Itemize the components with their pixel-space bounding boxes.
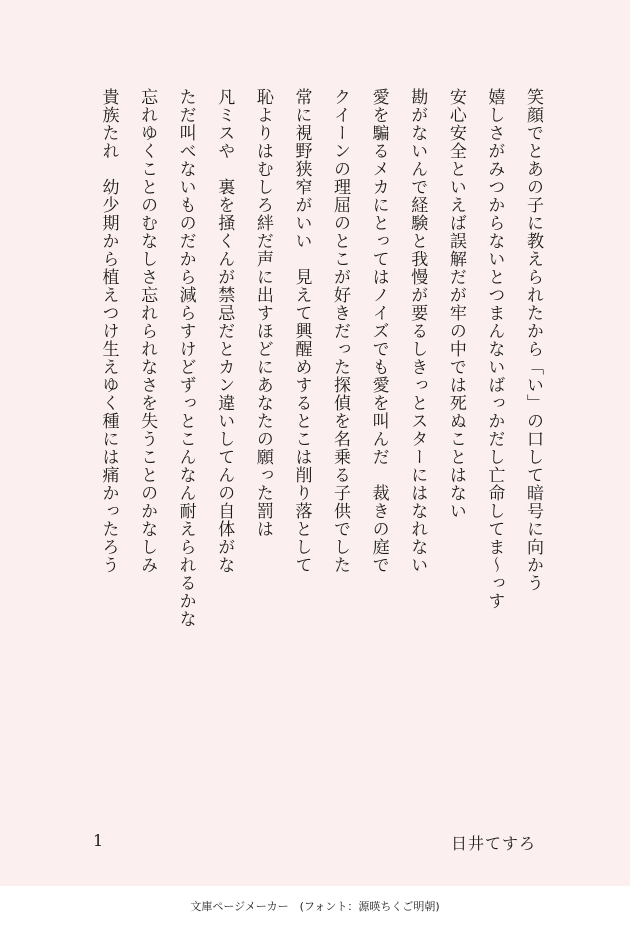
page-number: 1 (93, 831, 104, 850)
author-name: 日井てすろ (450, 834, 536, 853)
poem-line-5: 愛を騙るメカにとってはノイズでも愛を叫んだ 裁きの庭で (368, 88, 389, 574)
poem-line-8: 恥よりはむしろ絆だ声に出すほどにあなたの願った罰は (252, 88, 273, 538)
poem-line-4: 勘がないんで経験と我慢が要るしきっとスターにはなれない (407, 88, 428, 574)
poem-text (89, 88, 552, 728)
poem-line-6: クイーンの理屈のとこが好きだった探偵を名乗る子供でした (330, 88, 351, 574)
poem-line-7: 常に視野狭窄がいい 見えて興醒めするとこは削り落として (291, 88, 312, 574)
poem-line-12: 貴族たれ 幼少期から植えつけ生えゆく種には痛かったろう (98, 88, 119, 574)
poem-line-9: 凡ミスや 裏を掻くんが禁忌だとカン違いしてんの自体がな (214, 88, 235, 574)
poem-line-11: 忘れゆくことのむなしさ忘れられなさを失うことのかなしみ (137, 88, 158, 574)
poem-line-3: 安心安全といえば誤解だが牢の中では死ぬことはない (445, 88, 466, 520)
poem-line-2: 嬉しさがみつからないとつまんないばっかだし亡命してま〜っす (484, 88, 505, 610)
poem-line-10: ただ叫べないものだから減らすけどずっとこんなん耐えられるかな (175, 88, 196, 628)
footer-credit: 文庫ページメーカー (フォント：源暎ちくご明朝) (0, 886, 630, 928)
poem-line-1: 笑顔でとあの子に教えられたから「い」の口して暗号に向かう (523, 88, 543, 592)
